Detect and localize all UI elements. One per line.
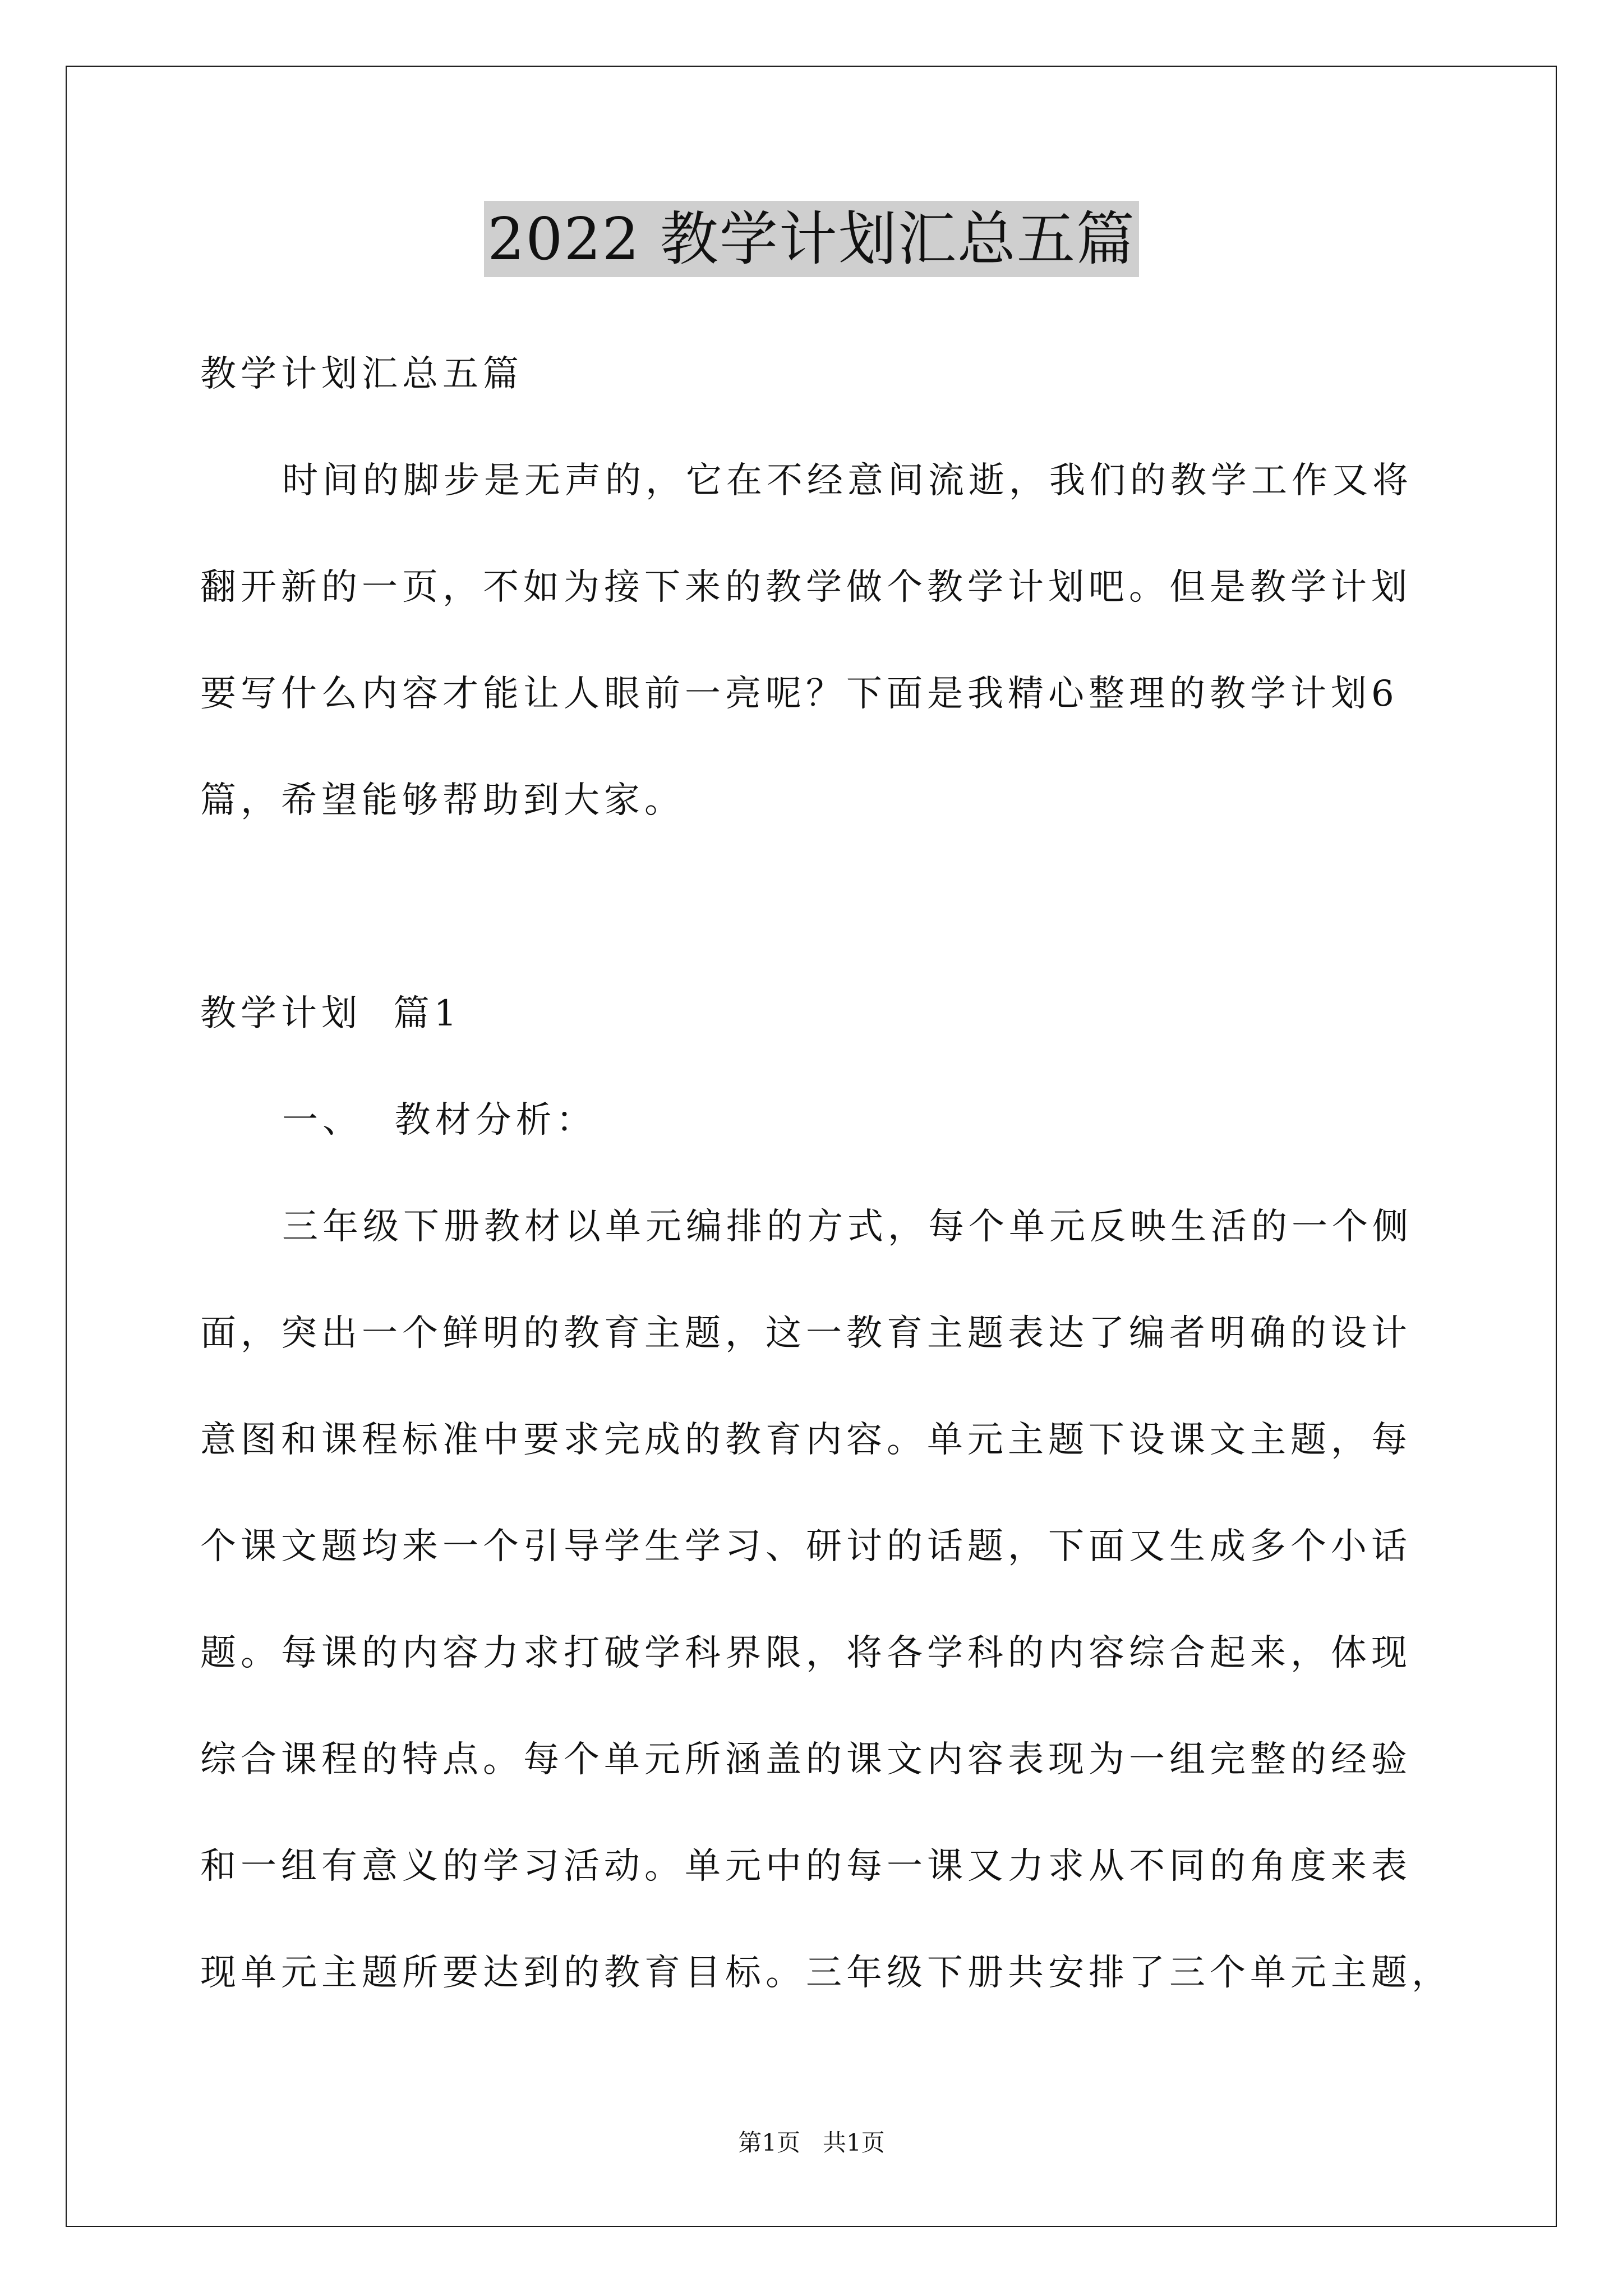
section-line: 个课文题均来一个引导学生学习、研讨的话题，下面又生成多个小话 [200,1526,1412,1567]
intro-line: 时间的脚步是无声的，它在不经意间流逝，我们的教学工作又将 [282,460,1413,501]
intro-line: 要写什么内容才能让人眼前一亮呢？下面是我精心整理的教学计划6 [200,673,1399,715]
section-line: 现单元主题所要达到的教育目标。三年级下册共安排了三个单元主题， [200,1952,1452,1994]
subsection-heading: 一、 教材分析： [282,1099,597,1141]
intro-line: 翻开新的一页，不如为接下来的教学做个教学计划吧。但是教学计划 [200,567,1412,608]
document-subtitle: 教学计划汇总五篇 [200,353,523,395]
section-line: 三年级下册教材以单元编排的方式，每个单元反映生活的一个侧 [282,1206,1413,1248]
section-line: 题。每课的内容力求打破学科界限，将各学科的内容综合起来，体现 [200,1632,1412,1674]
section-line: 和一组有意义的学习活动。单元中的每一课又力求从不同的角度来表 [200,1846,1412,1887]
section-line: 面，突出一个鲜明的教育主题，这一教育主题表达了编者明确的设计 [200,1313,1412,1354]
section-line: 综合课程的特点。每个单元所涵盖的课文内容表现为一组完整的经验 [200,1739,1412,1780]
intro-line: 篇，希望能够帮助到大家。 [200,780,685,821]
paragraph-spacer [200,854,1490,960]
document-title: 2022 教学计划汇总五篇 [484,201,1139,277]
section-heading: 教学计划 篇1 [200,993,462,1034]
section-line: 意图和课程标准中要求完成的教育内容。单元主题下设课文主题，每 [200,1419,1412,1461]
page-footer: 第1页 共1页 [738,2129,885,2156]
document-body [200,321,1490,2026]
title-container [0,201,1623,277]
